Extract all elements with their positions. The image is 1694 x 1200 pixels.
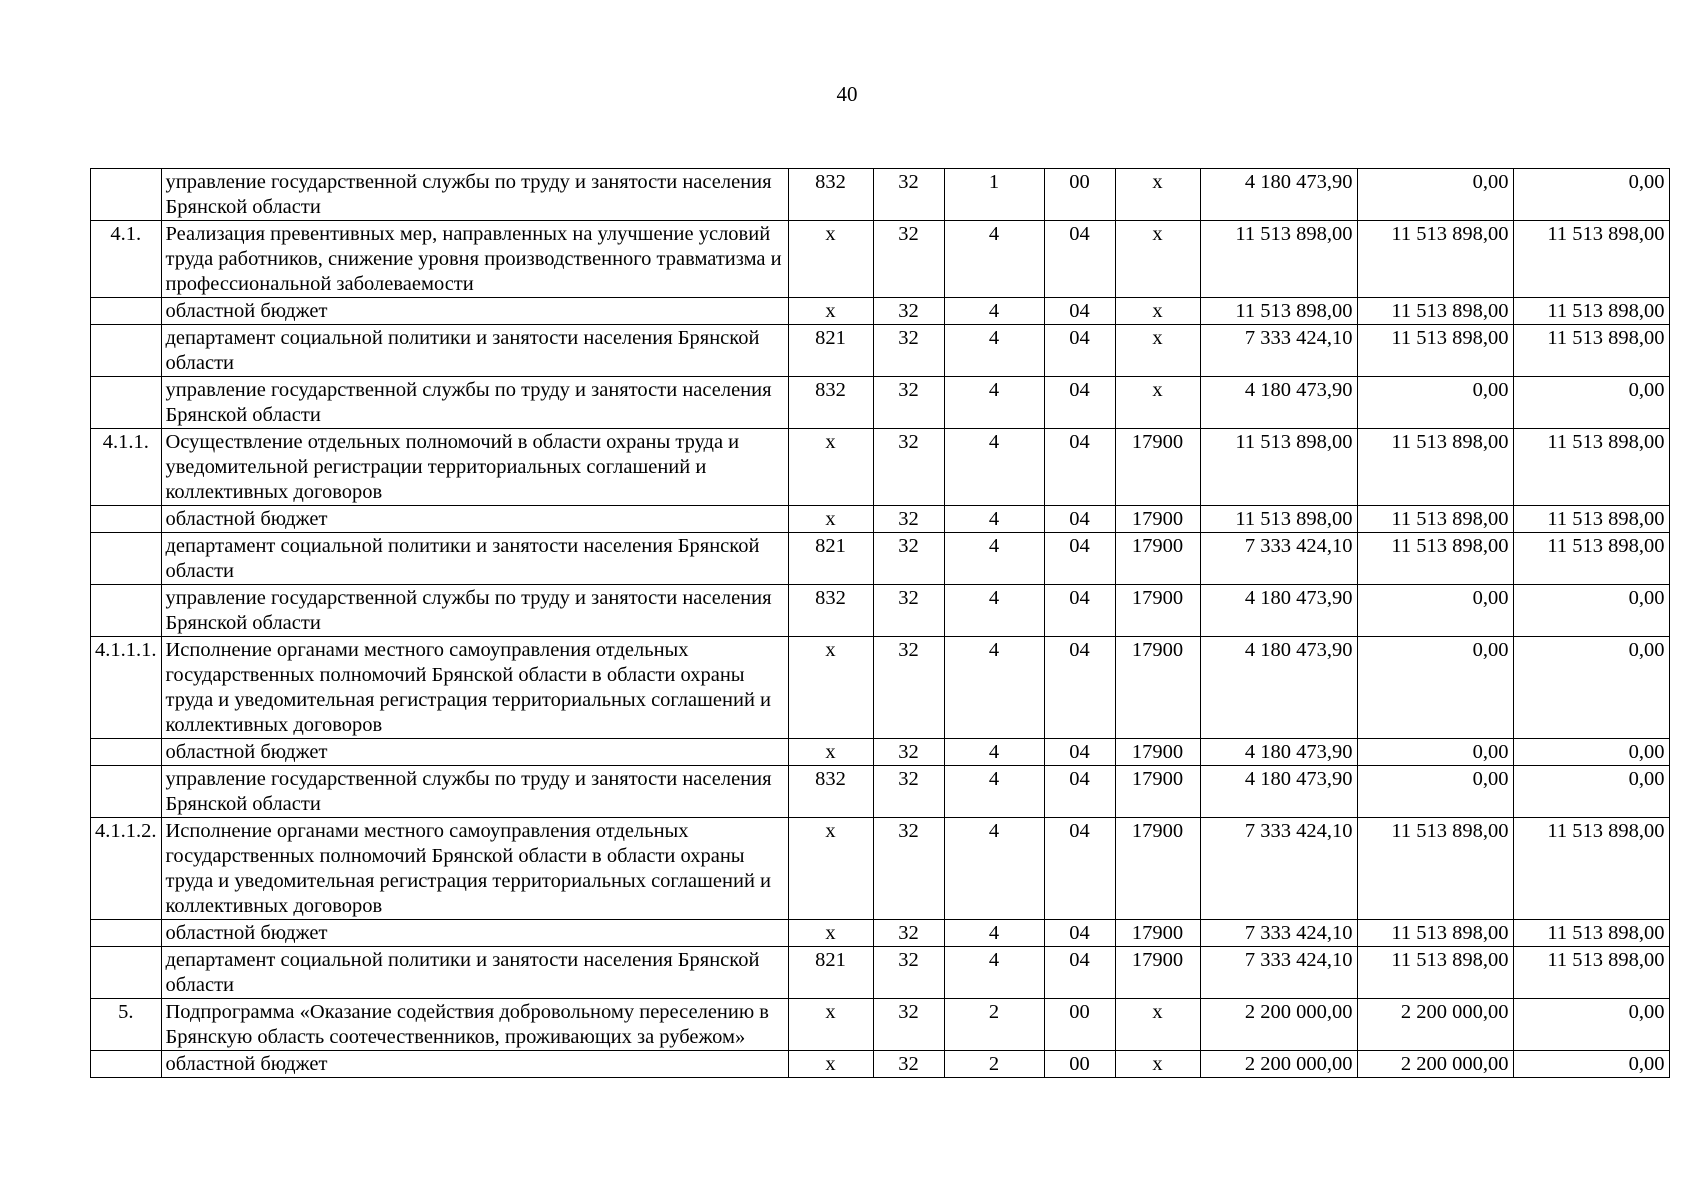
amount-year1-cell: 2 200 000,00 xyxy=(1200,1051,1357,1078)
row-number-cell xyxy=(91,1051,162,1078)
name-cell: департамент социальной политики и занятости населения Брянской области xyxy=(161,947,788,999)
row-number-cell xyxy=(91,377,162,429)
row-number-cell: 5. xyxy=(91,999,162,1051)
direction-code-cell: 17900 xyxy=(1115,920,1200,947)
grbs-code-cell: х xyxy=(788,818,873,920)
amount-year1-cell: 7 333 424,10 xyxy=(1200,533,1357,585)
gp-code-cell: 32 xyxy=(873,585,944,637)
grbs-code-cell: х xyxy=(788,999,873,1051)
grbs-code-cell: 832 xyxy=(788,585,873,637)
gp-code-cell: 32 xyxy=(873,169,944,221)
amount-year1-cell: 7 333 424,10 xyxy=(1200,325,1357,377)
amount-year1-cell: 7 333 424,10 xyxy=(1200,947,1357,999)
budget-table xyxy=(90,168,1670,1078)
gp-code-cell: 32 xyxy=(873,429,944,506)
amount-year3-cell: 11 513 898,00 xyxy=(1513,429,1669,506)
row-number-cell: 4.1.1. xyxy=(91,429,162,506)
grbs-code-cell: х xyxy=(788,221,873,298)
direction-code-cell: х xyxy=(1115,221,1200,298)
om-code-cell: 00 xyxy=(1044,1051,1115,1078)
om-code-cell: 04 xyxy=(1044,506,1115,533)
amount-year1-cell: 7 333 424,10 xyxy=(1200,920,1357,947)
amount-year2-cell: 0,00 xyxy=(1357,377,1513,429)
amount-year3-cell: 11 513 898,00 xyxy=(1513,325,1669,377)
amount-year3-cell: 11 513 898,00 xyxy=(1513,298,1669,325)
om-code-cell: 04 xyxy=(1044,947,1115,999)
amount-year3-cell: 0,00 xyxy=(1513,766,1669,818)
row-number-cell xyxy=(91,585,162,637)
table-row xyxy=(91,429,1670,506)
amount-year2-cell: 11 513 898,00 xyxy=(1357,947,1513,999)
direction-code-cell: 17900 xyxy=(1115,739,1200,766)
table-row xyxy=(91,221,1670,298)
pp-code-cell: 4 xyxy=(944,585,1044,637)
name-cell: Подпрограмма «Оказание содействия добровольному переселению в Брянскую область соотечественников, проживающих за рубежом» xyxy=(161,999,788,1051)
grbs-code-cell: 821 xyxy=(788,325,873,377)
pp-code-cell: 2 xyxy=(944,999,1044,1051)
gp-code-cell: 32 xyxy=(873,377,944,429)
row-number-cell: 4.1. xyxy=(91,221,162,298)
row-number-cell xyxy=(91,739,162,766)
amount-year1-cell: 4 180 473,90 xyxy=(1200,377,1357,429)
pp-code-cell: 4 xyxy=(944,637,1044,739)
name-cell: областной бюджет xyxy=(161,506,788,533)
table-row xyxy=(91,377,1670,429)
pp-code-cell: 4 xyxy=(944,506,1044,533)
om-code-cell: 04 xyxy=(1044,637,1115,739)
table-row xyxy=(91,818,1670,920)
pp-code-cell: 4 xyxy=(944,947,1044,999)
gp-code-cell: 32 xyxy=(873,637,944,739)
grbs-code-cell: х xyxy=(788,637,873,739)
grbs-code-cell: 832 xyxy=(788,377,873,429)
name-cell: Исполнение органами местного самоуправления отдельных государственных полномочий Брянской области в области охраны труда и уведомительная регистрация территориальных соглашений и коллективных договоров xyxy=(161,818,788,920)
name-cell: областной бюджет xyxy=(161,1051,788,1078)
pp-code-cell: 4 xyxy=(944,739,1044,766)
pp-code-cell: 4 xyxy=(944,920,1044,947)
amount-year1-cell: 4 180 473,90 xyxy=(1200,585,1357,637)
amount-year3-cell: 0,00 xyxy=(1513,377,1669,429)
amount-year2-cell: 11 513 898,00 xyxy=(1357,325,1513,377)
pp-code-cell: 2 xyxy=(944,1051,1044,1078)
table-row xyxy=(91,325,1670,377)
om-code-cell: 04 xyxy=(1044,739,1115,766)
pp-code-cell: 4 xyxy=(944,221,1044,298)
amount-year1-cell: 7 333 424,10 xyxy=(1200,818,1357,920)
page-number: 40 xyxy=(836,82,858,106)
table-row xyxy=(91,585,1670,637)
row-number-cell xyxy=(91,298,162,325)
name-cell: Исполнение органами местного самоуправления отдельных государственных полномочий Брянской области в области охраны труда и уведомительная регистрация территориальных соглашений и коллективных договоров xyxy=(161,637,788,739)
table-row xyxy=(91,533,1670,585)
om-code-cell: 04 xyxy=(1044,585,1115,637)
amount-year1-cell: 4 180 473,90 xyxy=(1200,766,1357,818)
amount-year1-cell: 2 200 000,00 xyxy=(1200,999,1357,1051)
amount-year1-cell: 4 180 473,90 xyxy=(1200,169,1357,221)
grbs-code-cell: х xyxy=(788,298,873,325)
name-cell: управление государственной службы по труду и занятости населения Брянской области xyxy=(161,377,788,429)
gp-code-cell: 32 xyxy=(873,766,944,818)
grbs-code-cell: 832 xyxy=(788,169,873,221)
amount-year2-cell: 0,00 xyxy=(1357,585,1513,637)
amount-year3-cell: 0,00 xyxy=(1513,1051,1669,1078)
direction-code-cell: х xyxy=(1115,169,1200,221)
direction-code-cell: 17900 xyxy=(1115,506,1200,533)
row-number-cell xyxy=(91,947,162,999)
row-number-cell xyxy=(91,766,162,818)
name-cell: департамент социальной политики и занятости населения Брянской области xyxy=(161,325,788,377)
grbs-code-cell: х xyxy=(788,506,873,533)
name-cell: областной бюджет xyxy=(161,920,788,947)
om-code-cell: 04 xyxy=(1044,766,1115,818)
pp-code-cell: 4 xyxy=(944,533,1044,585)
table-row xyxy=(91,920,1670,947)
pp-code-cell: 4 xyxy=(944,818,1044,920)
amount-year2-cell: 0,00 xyxy=(1357,739,1513,766)
om-code-cell: 04 xyxy=(1044,221,1115,298)
row-number-cell: 4.1.1.2. xyxy=(91,818,162,920)
amount-year2-cell: 11 513 898,00 xyxy=(1357,221,1513,298)
row-number-cell xyxy=(91,169,162,221)
table-body xyxy=(91,169,1670,1078)
amount-year2-cell: 11 513 898,00 xyxy=(1357,920,1513,947)
row-number-cell xyxy=(91,325,162,377)
gp-code-cell: 32 xyxy=(873,999,944,1051)
amount-year2-cell: 11 513 898,00 xyxy=(1357,818,1513,920)
table-row xyxy=(91,766,1670,818)
pp-code-cell: 4 xyxy=(944,429,1044,506)
gp-code-cell: 32 xyxy=(873,1051,944,1078)
direction-code-cell: 17900 xyxy=(1115,637,1200,739)
amount-year3-cell: 0,00 xyxy=(1513,739,1669,766)
grbs-code-cell: х xyxy=(788,429,873,506)
table-row xyxy=(91,637,1670,739)
pp-code-cell: 4 xyxy=(944,325,1044,377)
grbs-code-cell: 821 xyxy=(788,947,873,999)
table-row xyxy=(91,506,1670,533)
direction-code-cell: 17900 xyxy=(1115,947,1200,999)
direction-code-cell: х xyxy=(1115,325,1200,377)
amount-year3-cell: 11 513 898,00 xyxy=(1513,920,1669,947)
pp-code-cell: 4 xyxy=(944,377,1044,429)
direction-code-cell: х xyxy=(1115,1051,1200,1078)
grbs-code-cell: х xyxy=(788,920,873,947)
pp-code-cell: 4 xyxy=(944,766,1044,818)
gp-code-cell: 32 xyxy=(873,221,944,298)
amount-year2-cell: 11 513 898,00 xyxy=(1357,533,1513,585)
amount-year2-cell: 0,00 xyxy=(1357,766,1513,818)
amount-year3-cell: 11 513 898,00 xyxy=(1513,533,1669,585)
om-code-cell: 04 xyxy=(1044,533,1115,585)
row-number-cell xyxy=(91,533,162,585)
amount-year3-cell: 11 513 898,00 xyxy=(1513,506,1669,533)
gp-code-cell: 32 xyxy=(873,947,944,999)
direction-code-cell: 17900 xyxy=(1115,429,1200,506)
direction-code-cell: 17900 xyxy=(1115,766,1200,818)
gp-code-cell: 32 xyxy=(873,739,944,766)
gp-code-cell: 32 xyxy=(873,298,944,325)
direction-code-cell: х xyxy=(1115,999,1200,1051)
pp-code-cell: 1 xyxy=(944,169,1044,221)
row-number-cell xyxy=(91,506,162,533)
table-row xyxy=(91,999,1670,1051)
amount-year1-cell: 11 513 898,00 xyxy=(1200,221,1357,298)
row-number-cell xyxy=(91,920,162,947)
amount-year2-cell: 0,00 xyxy=(1357,169,1513,221)
direction-code-cell: х xyxy=(1115,298,1200,325)
name-cell: областной бюджет xyxy=(161,298,788,325)
name-cell: управление государственной службы по труду и занятости населения Брянской области xyxy=(161,766,788,818)
om-code-cell: 04 xyxy=(1044,325,1115,377)
grbs-code-cell: х xyxy=(788,739,873,766)
gp-code-cell: 32 xyxy=(873,325,944,377)
om-code-cell: 00 xyxy=(1044,169,1115,221)
direction-code-cell: 17900 xyxy=(1115,533,1200,585)
grbs-code-cell: 832 xyxy=(788,766,873,818)
amount-year3-cell: 0,00 xyxy=(1513,637,1669,739)
table-row xyxy=(91,739,1670,766)
gp-code-cell: 32 xyxy=(873,920,944,947)
pp-code-cell: 4 xyxy=(944,298,1044,325)
name-cell: управление государственной службы по труду и занятости населения Брянской области xyxy=(161,169,788,221)
name-cell: Осуществление отдельных полномочий в области охраны труда и уведомительной регистрации территориальных соглашений и коллективных договоров xyxy=(161,429,788,506)
row-number-cell: 4.1.1.1. xyxy=(91,637,162,739)
gp-code-cell: 32 xyxy=(873,506,944,533)
amount-year2-cell: 2 200 000,00 xyxy=(1357,1051,1513,1078)
gp-code-cell: 32 xyxy=(873,818,944,920)
om-code-cell: 04 xyxy=(1044,818,1115,920)
amount-year3-cell: 0,00 xyxy=(1513,169,1669,221)
amount-year2-cell: 2 200 000,00 xyxy=(1357,999,1513,1051)
amount-year2-cell: 0,00 xyxy=(1357,637,1513,739)
amount-year1-cell: 11 513 898,00 xyxy=(1200,298,1357,325)
amount-year3-cell: 0,00 xyxy=(1513,999,1669,1051)
amount-year3-cell: 11 513 898,00 xyxy=(1513,947,1669,999)
name-cell: областной бюджет xyxy=(161,739,788,766)
amount-year1-cell: 4 180 473,90 xyxy=(1200,739,1357,766)
table-row xyxy=(91,298,1670,325)
gp-code-cell: 32 xyxy=(873,533,944,585)
table-row xyxy=(91,947,1670,999)
om-code-cell: 04 xyxy=(1044,298,1115,325)
direction-code-cell: 17900 xyxy=(1115,585,1200,637)
om-code-cell: 04 xyxy=(1044,377,1115,429)
amount-year3-cell: 11 513 898,00 xyxy=(1513,818,1669,920)
amount-year3-cell: 11 513 898,00 xyxy=(1513,221,1669,298)
direction-code-cell: 17900 xyxy=(1115,818,1200,920)
amount-year3-cell: 0,00 xyxy=(1513,585,1669,637)
amount-year2-cell: 11 513 898,00 xyxy=(1357,506,1513,533)
amount-year1-cell: 11 513 898,00 xyxy=(1200,429,1357,506)
om-code-cell: 04 xyxy=(1044,920,1115,947)
table-row xyxy=(91,169,1670,221)
grbs-code-cell: х xyxy=(788,1051,873,1078)
amount-year1-cell: 11 513 898,00 xyxy=(1200,506,1357,533)
table-row xyxy=(91,1051,1670,1078)
om-code-cell: 00 xyxy=(1044,999,1115,1051)
direction-code-cell: х xyxy=(1115,377,1200,429)
om-code-cell: 04 xyxy=(1044,429,1115,506)
name-cell: управление государственной службы по труду и занятости населения Брянской области xyxy=(161,585,788,637)
grbs-code-cell: 821 xyxy=(788,533,873,585)
amount-year1-cell: 4 180 473,90 xyxy=(1200,637,1357,739)
amount-year2-cell: 11 513 898,00 xyxy=(1357,429,1513,506)
name-cell: департамент социальной политики и занятости населения Брянской области xyxy=(161,533,788,585)
name-cell: Реализация превентивных мер, направленных на улучшение условий труда работников, снижение уровня производственного травматизма и профессиональной заболеваемости xyxy=(161,221,788,298)
amount-year2-cell: 11 513 898,00 xyxy=(1357,298,1513,325)
